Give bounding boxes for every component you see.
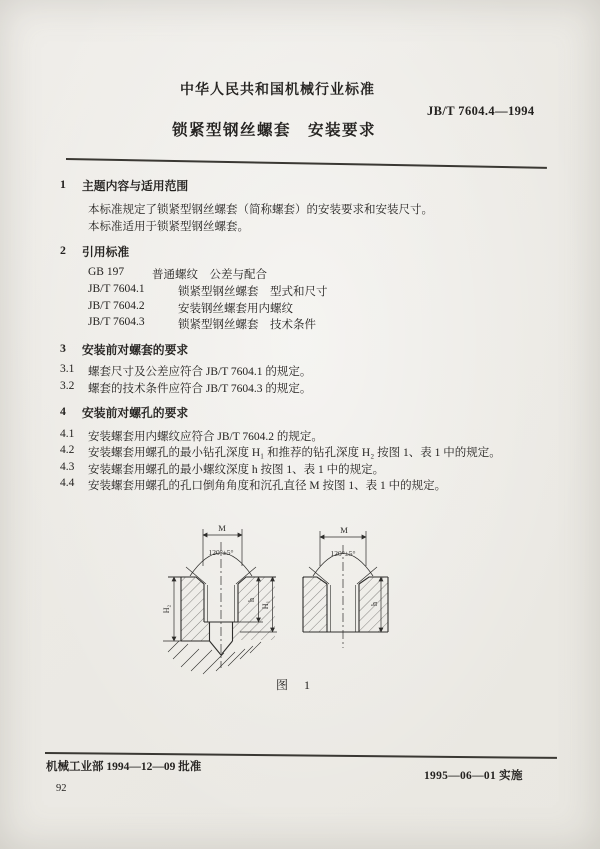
clause-number: 4.4 (60, 477, 75, 489)
clause-number: 4.3 (60, 461, 75, 473)
section-1-heading (60, 177, 188, 194)
figure-1-drawing (148, 514, 456, 676)
section-heading-text: 安装前对螺孔的要求 (82, 406, 189, 420)
header-org-line: 中华人民共和国机械行业标准 (180, 83, 375, 98)
dimension-label-h: h (247, 598, 256, 602)
reference-title: 锁紧型钢丝螺套 型式和尺寸 (178, 286, 328, 298)
implementation-note: 1995—06—01 实施 (424, 770, 523, 782)
clause-number: 4.1 (60, 428, 75, 440)
section-heading-text: 引用标准 (82, 245, 130, 259)
clause-3-1 (60, 363, 311, 379)
dimension-label-H2: H₂ (162, 604, 171, 614)
reference-code: JB/T 7604.1 (88, 283, 145, 295)
section-heading-text: 主题内容与适用范围 (82, 179, 189, 193)
figure-caption: 图 1 (276, 678, 313, 692)
section-heading-text: 安装前对螺套的要求 (82, 343, 189, 357)
reference-title: 锁紧型钢丝螺套 技术条件 (178, 319, 316, 331)
clause-text: 安装螺套用螺孔的最小螺纹深度 h 按图 1、表 1 中的规定。 (88, 464, 385, 476)
section-2-heading (60, 243, 129, 260)
reference-row (88, 283, 328, 299)
section-number: 3 (60, 341, 66, 355)
section-number: 1 (60, 177, 66, 191)
chamfer-angle-label: 120°±5° (330, 549, 356, 558)
section-1-paragraph-1: 本标准规定了锁紧型钢丝螺套（简称螺套）的安装要求和安装尺寸。 (88, 204, 433, 216)
clause-text: 螺套的技术条件应符合 JB/T 7604.3 的规定。 (88, 383, 312, 395)
clause-4-3 (60, 461, 384, 477)
reference-row (88, 300, 293, 316)
hatch-left-wall (303, 577, 327, 632)
standard-number: JB/T 7604.4—1994 (427, 104, 535, 118)
clause-text: 螺套尺寸及公差应符合 JB/T 7604.1 的规定。 (88, 366, 312, 378)
section-number: 4 (60, 404, 66, 418)
reference-title: 普通螺纹 公差与配合 (152, 269, 267, 281)
chamfer-angle-label: 120°±5° (208, 548, 234, 557)
section-1-paragraph-2: 本标准适用于锁紧型钢丝螺套。 (88, 221, 249, 233)
hatch-left-wall (181, 577, 210, 641)
reference-row (88, 266, 267, 282)
dimension-label-M: M (218, 523, 226, 533)
hatch-under-drill-point (168, 641, 261, 674)
page-number: 92 (56, 783, 67, 794)
reference-code: JB/T 7604.3 (88, 316, 145, 328)
clause-number: 4.2 (60, 444, 75, 456)
document-title: 锁紧型钢丝螺套 安装要求 (172, 122, 377, 139)
dimension-label-h: h (370, 602, 379, 606)
clause-number: 3.1 (60, 363, 75, 375)
section-number: 2 (60, 243, 66, 257)
clause-4-2 (60, 444, 501, 460)
reference-code: JB/T 7604.2 (88, 300, 145, 312)
clause-text: 安装螺套用内螺纹应符合 JB/T 7604.2 的规定。 (88, 431, 323, 443)
figure-left-blind-hole-drawing (162, 523, 277, 674)
dimension-label-M: M (340, 525, 348, 535)
reference-row (88, 316, 316, 332)
header-rule (66, 158, 547, 168)
reference-title: 安装钢丝螺套用内螺纹 (178, 303, 293, 315)
clause-text: 安装螺套用螺孔的孔口倒角角度和沉孔直径 M 按图 1、表 1 中的规定。 (88, 480, 447, 492)
figure-right-through-hole-drawing (303, 525, 388, 648)
clause-4-4 (60, 477, 446, 493)
section-4-heading (60, 404, 188, 421)
reference-code: GB 197 (88, 266, 125, 278)
dimension-label-H1: H₁ (261, 600, 270, 610)
section-3-heading (60, 341, 188, 358)
clause-text: 安装螺套用螺孔的最小钻孔深度 H₁ 和推荐的钻孔深度 H₂ 按图 1、表 1 中的规定。 (88, 447, 501, 459)
clause-4-1 (60, 428, 323, 444)
approval-note: 机械工业部 1994—12—09 批准 (46, 761, 202, 773)
clause-number: 3.2 (60, 380, 75, 392)
clause-3-2 (60, 380, 311, 396)
